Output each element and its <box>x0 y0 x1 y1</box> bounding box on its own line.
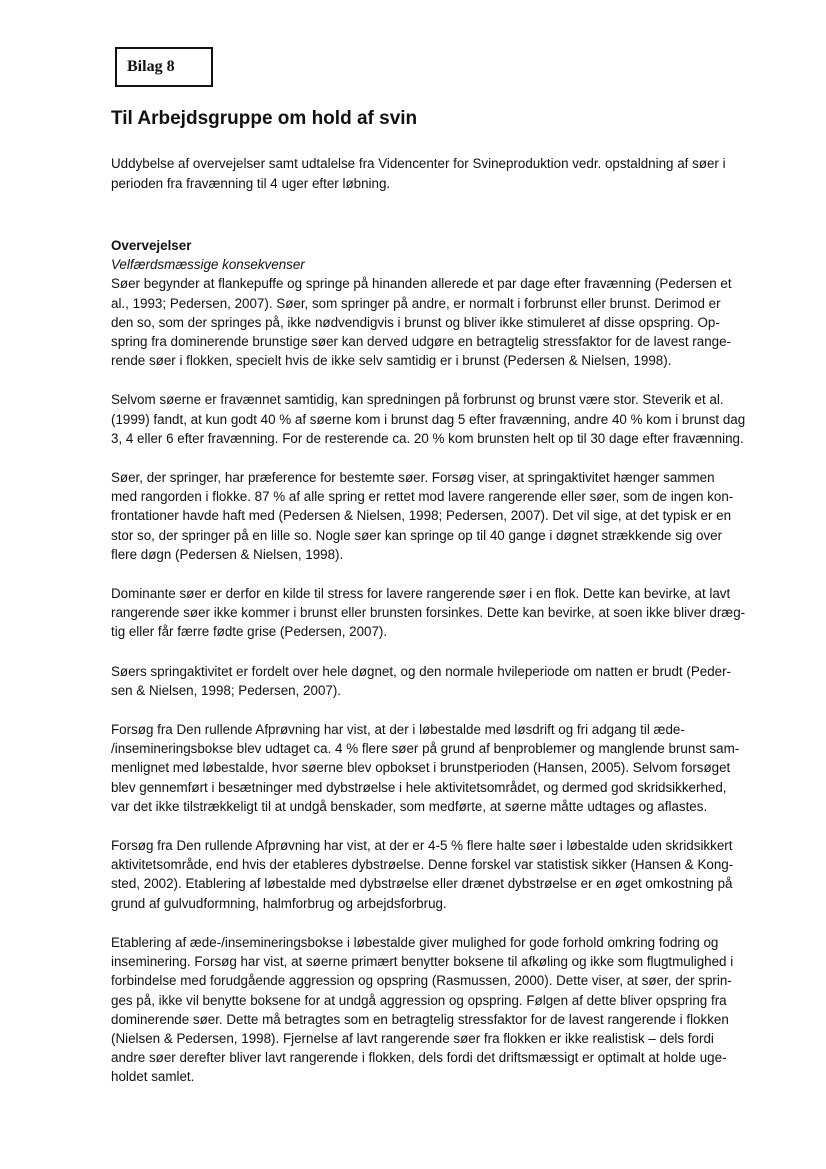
text-line: den so, som der springes på, ikke nødvendigvis i brunst og bliver ikke stimuleret af disse opspring. Op- <box>111 314 720 330</box>
text-line: var det ikke tilstrækkeligt til at undgå benskader, som medførte, at søerne måtte udtages og aflastes. <box>111 798 708 814</box>
text-line: sted, 2002). Etablering af løbestalde med dybstrøelse eller drænet dybstrøelse er en øget omkostning på <box>111 876 733 892</box>
text-line: rende søer i flokken, specielt hvis de ikke selv samtidig er i brunst (Pedersen & Nielsen, 1998). <box>111 353 672 369</box>
text-line: Forsøg fra Den rullende Afprøvning har vist, at der i løbestalde med løsdrift og fri adgang til æde- <box>111 722 685 738</box>
paragraph <box>111 584 791 642</box>
text-line: 3, 4 eller 6 efter fravænning. For de resterende ca. 20 % kom brunsten helt op til 30 dage efter fravænning. <box>111 430 744 446</box>
text-line: grund af gulvudformning, halmforbrug og arbejdsforbrug. <box>111 895 447 911</box>
text-line: spring fra dominerende brunstige søer kan derved udgøre en betragtelig stressfaktor for de lavest range- <box>111 334 732 350</box>
text-line: al., 1993; Pedersen, 2007). Søer, som springer på andre, er normalt i forbrunst eller brunst. Derimod er <box>111 295 721 311</box>
text-line: Forsøg fra Den rullende Afprøvning har vist, at der er 4-5 % flere halte søer i løbestalde uden skridsikkert <box>111 838 733 854</box>
subsection-heading: Velfærdsmæssige konsekvenser <box>111 257 305 273</box>
text-line: (Nielsen & Pedersen, 1998). Fjernelse af lavt rangerende søer fra flokken er ikke realistisk – dels fordi <box>111 1030 714 1046</box>
intro-line: Uddybelse af overvejelser samt udtalelse fra Videncenter for Svineproduktion vedr. opstaldning af søer i <box>111 156 726 171</box>
document-title: Til Arbejdsgruppe om hold af svin <box>111 108 418 129</box>
intro-text <box>111 154 726 194</box>
intro-line: perioden fra fravænning til 4 uger efter løbning. <box>111 176 391 191</box>
text-line: menlignet med løbestalde, hvor søerne blev opbokset i brunstperioden (Hansen, 2005). Selvom forsøget <box>111 760 731 776</box>
document-body <box>111 236 791 1107</box>
text-line: forbindelse med forudgående aggression og opspring (Rasmussen, 2000). Dette viser, at søer, der sprin- <box>111 973 732 989</box>
text-line: stor so, der springer på en lille so. Nogle søer kan springe op til 40 gange i døgnet strækkende sig over <box>111 527 723 543</box>
text-line: sen & Nielsen, 1998; Pedersen, 2007). <box>111 682 342 698</box>
text-line: flere døgn (Pedersen & Nielsen, 1998). <box>111 546 344 562</box>
text-line: rangerende søer ikke kommer i brunst eller brunsten forsinkes. Dette kan bevirke, at soen ikke bliver dræg- <box>111 605 746 621</box>
paragraph <box>111 836 791 913</box>
text-line: frontationer havde haft med (Pedersen & Nielsen, 1998; Pedersen, 2007). Det vil sige, at det typisk er en <box>111 508 732 524</box>
text-line: Dominante søer er derfor en kilde til stress for lavere rangerende søer i en flok. Dette kan bevirke, at lavt <box>111 586 731 602</box>
text-line: aktivitetsområde, end hvis der etableres dybstrøelse. Denne forskel var statistisk sikker (Hansen & Kong- <box>111 857 734 873</box>
appendix-label: Bilag 8 <box>127 58 175 75</box>
text-line: Søer, der springer, har præference for bestemte søer. Forsøg viser, at springaktivitet hænger sammen <box>111 470 715 486</box>
paragraph <box>111 662 791 700</box>
appendix-label-box <box>115 47 213 87</box>
text-line: tig eller får færre fødte grise (Pedersen, 2007). <box>111 624 388 640</box>
text-line: Søers springaktivitet er fordelt over hele døgnet, og den normale hvileperiode om natten er brudt (Peder- <box>111 663 732 679</box>
section-heading: Overvejelser <box>111 238 192 253</box>
text-line: Søer begynder at flankepuffe og springe på hinanden allerede et par dage efter fravænning (Pedersen et <box>111 276 732 292</box>
paragraph <box>111 468 791 564</box>
text-line: inseminering. Forsøg har vist, at søerne primært benytter boksene til afkøling og ikke som flugtmulighed i <box>111 954 734 970</box>
text-line: /insemineringsbokse blev udtaget ca. 4 % flere søer på grund af benproblemer og manglende brunst sam- <box>111 741 740 757</box>
paragraph <box>111 720 791 816</box>
paragraph <box>111 390 791 448</box>
text-line: (1999) fandt, at kun godt 40 % af søerne kom i brunst dag 5 efter fravænning, andre 40 % kom i brunst dag <box>111 411 746 427</box>
paragraph <box>111 933 791 1087</box>
text-line: andre søer derefter bliver lavt rangerende i flokken, dels fordi det driftsmæssigt er optimalt at holde uge- <box>111 1050 727 1066</box>
text-line: blev gennemført i besætninger med dybstrøelse i hele aktivitetsområdet, og dermed god skridsikkerhed, <box>111 779 727 795</box>
text-line: Etablering af æde-/insemineringsbokse i løbestalde giver mulighed for gode forhold omkring fodring og <box>111 934 719 950</box>
text-line: med rangorden i flokke. 87 % af alle spring er rettet mod lavere rangerende eller søer, som de ingen kon- <box>111 489 734 505</box>
text-line: Selvom søerne er fravænnet samtidig, kan spredningen på forbrunst og brunst være stor. Steverik et al. <box>111 392 724 408</box>
text-line: ges på, ikke vil benytte boksene for at undgå aggression og opspring. Følgen af dette bliver opspring fra <box>111 992 727 1008</box>
text-line: dominerende søer. Dette må betragtes som en betragtelig stressfaktor for de lavest rangerende i flokken <box>111 1011 729 1027</box>
paragraph <box>111 274 791 370</box>
paragraphs <box>111 274 791 1086</box>
text-line: holdet samlet. <box>111 1069 195 1085</box>
